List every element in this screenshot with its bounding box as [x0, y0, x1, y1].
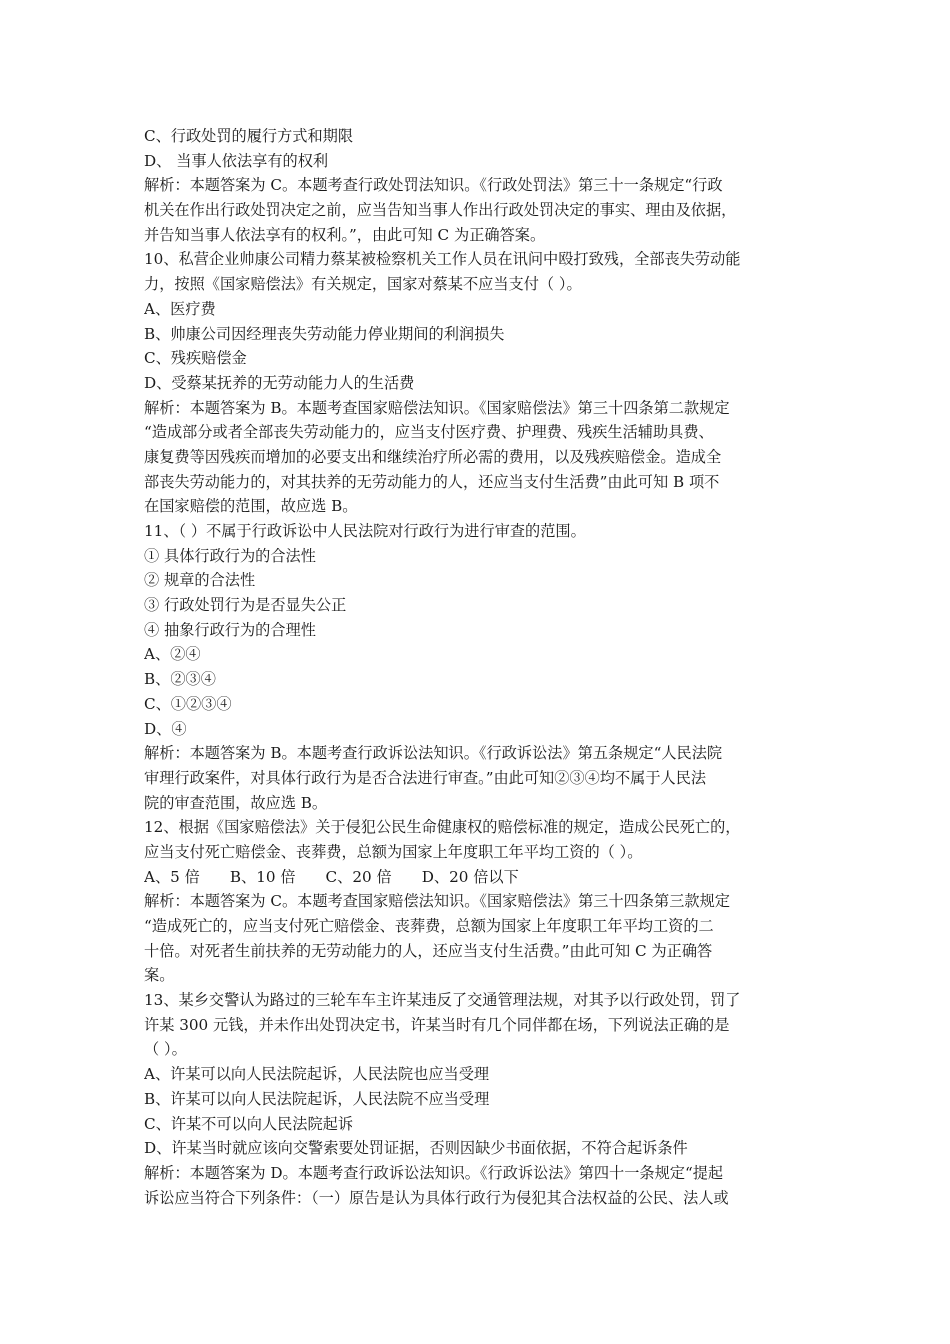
text-line: 应当支付死亡赔偿金、丧葬费，总额为国家上年度职工年平均工资的（ ）。 — [144, 842, 643, 861]
option-a: A、②④ — [144, 645, 201, 664]
question-10: 10、私营企业帅康公司精力蔡某被检察机关工作人员在讯问中殴打致残，全部丧失劳动能 — [144, 250, 741, 269]
text-line: 解析：本题答案为 C。本题考查国家赔偿法知识。《国家赔偿法》第三十四条第三款规定 — [144, 892, 730, 911]
text-line: 院的审查范围，故应选 B。 — [144, 793, 328, 812]
document-body — [144, 124, 810, 1210]
option-d: D、20 倍以下 — [421, 867, 519, 886]
q12-options-row — [144, 865, 810, 890]
question-12: 12、根据《国家赔偿法》关于侵犯公民生命健康权的赔偿标准的规定，造成公民死亡的， — [144, 818, 741, 837]
text-line: 审理行政案件，对具体行政行为是否合法进行审查。”由此可知②③④均不属于人民法 — [144, 768, 707, 787]
text-line: “造成部分或者全部丧失劳动能力的，应当支付医疗费、护理费、残疾生活辅助具费、 — [144, 423, 714, 442]
text-line: 案。 — [144, 966, 175, 985]
text-line: 解析：本题答案为 B。本题考查行政诉讼法知识。《行政诉讼法》第五条规定“人民法院 — [144, 744, 723, 763]
text-line: C、行政处罚的履行方式和期限 — [144, 127, 354, 145]
statement-2: ② 规章的合法性 — [144, 571, 256, 590]
text-line: 并告知当事人依法享有的权利。”，由此可知 C 为正确答案。 — [144, 225, 546, 244]
question-11: 11、（ ）不属于行政诉讼中人民法院对行政行为进行审查的范围。 — [144, 522, 586, 540]
text-line: 机关在作出行政处罚决定之前，应当告知当事人作出行政处罚决定的事实、理由及依据， — [144, 201, 737, 220]
option-b: B、10 倍 — [229, 867, 296, 886]
text-line: D、 当事人依法享有的权利 — [144, 151, 329, 170]
option-c: C、20 倍 — [325, 867, 392, 886]
option-b: B、许某可以向人民法院起诉，人民法院不应当受理 — [144, 1089, 490, 1108]
text-line: 解析：本题答案为 D。本题考查行政诉讼法知识。《行政诉讼法》第四十一条规定“提起 — [144, 1163, 724, 1182]
option-d: D、④ — [144, 719, 187, 738]
statement-1: ① 具体行政行为的合法性 — [144, 546, 316, 565]
option-d: D、受蔡某抚养的无劳动能力人的生活费 — [144, 373, 415, 392]
text-line: （ ）。 — [144, 1040, 187, 1059]
text-line: 力，按照《国家赔偿法》有关规定，国家对蔡某不应当支付（ ）。 — [144, 275, 582, 294]
option-b: B、帅康公司因经理丧失劳动能力停业期间的利润损失 — [144, 324, 505, 343]
option-c: C、①②③④ — [144, 694, 232, 713]
option-b: B、②③④ — [144, 670, 216, 689]
option-a: A、许某可以向人民法院起诉，人民法院也应当受理 — [144, 1065, 490, 1084]
statement-4: ④ 抽象行政行为的合理性 — [144, 620, 316, 639]
statement-3: ③ 行政处罚行为是否显失公正 — [144, 596, 347, 615]
option-d: D、许某当时就应该向交警索要处罚证据，否则因缺少书面依据，不符合起诉条件 — [144, 1139, 688, 1158]
text-line: “造成死亡的，应当支付死亡赔偿金、丧葬费，总额为国家上年度职工年平均工资的二 — [144, 917, 714, 935]
text-line: 部丧失劳动能力的，对其扶养的无劳动能力的人，还应当支付生活费”由此可知 B 项不 — [144, 472, 720, 491]
option-a: A、医疗费 — [144, 299, 216, 318]
option-c: C、许某不可以向人民法院起诉 — [144, 1114, 354, 1133]
question-13: 13、某乡交警认为路过的三轮车车主许某违反了交通管理法规，对其予以行政处罚，罚了 — [144, 991, 741, 1010]
text-line: 在国家赔偿的范围，故应选 B。 — [144, 497, 358, 516]
text-line: 许某 300 元钱，并未作出处罚决定书，许某当时有几个同伴都在场，下列说法正确的是 — [144, 1015, 730, 1034]
text-line: 诉讼应当符合下列条件：（一）原告是认为具体行政行为侵犯其合法权益的公民、法人或 — [144, 1188, 729, 1207]
text-line: 康复费等因残疾而增加的必要支出和继续治疗所必需的费用，以及残疾赔偿金。造成全 — [144, 447, 722, 466]
text-line: 解析：本题答案为 B。本题考查国家赔偿法知识。《国家赔偿法》第三十四条第二款规定 — [144, 398, 730, 417]
text-line: 解析：本题答案为 C。本题考查行政处罚法知识。《行政处罚法》第三十一条规定“行政 — [144, 176, 723, 195]
text-line: 十倍。对死者生前扶养的无劳动能力的人，还应当支付生活费。”由此可知 C 为正确答 — [144, 941, 713, 960]
option-c: C、残疾赔偿金 — [144, 349, 247, 368]
option-a: A、5 倍 — [144, 867, 200, 886]
